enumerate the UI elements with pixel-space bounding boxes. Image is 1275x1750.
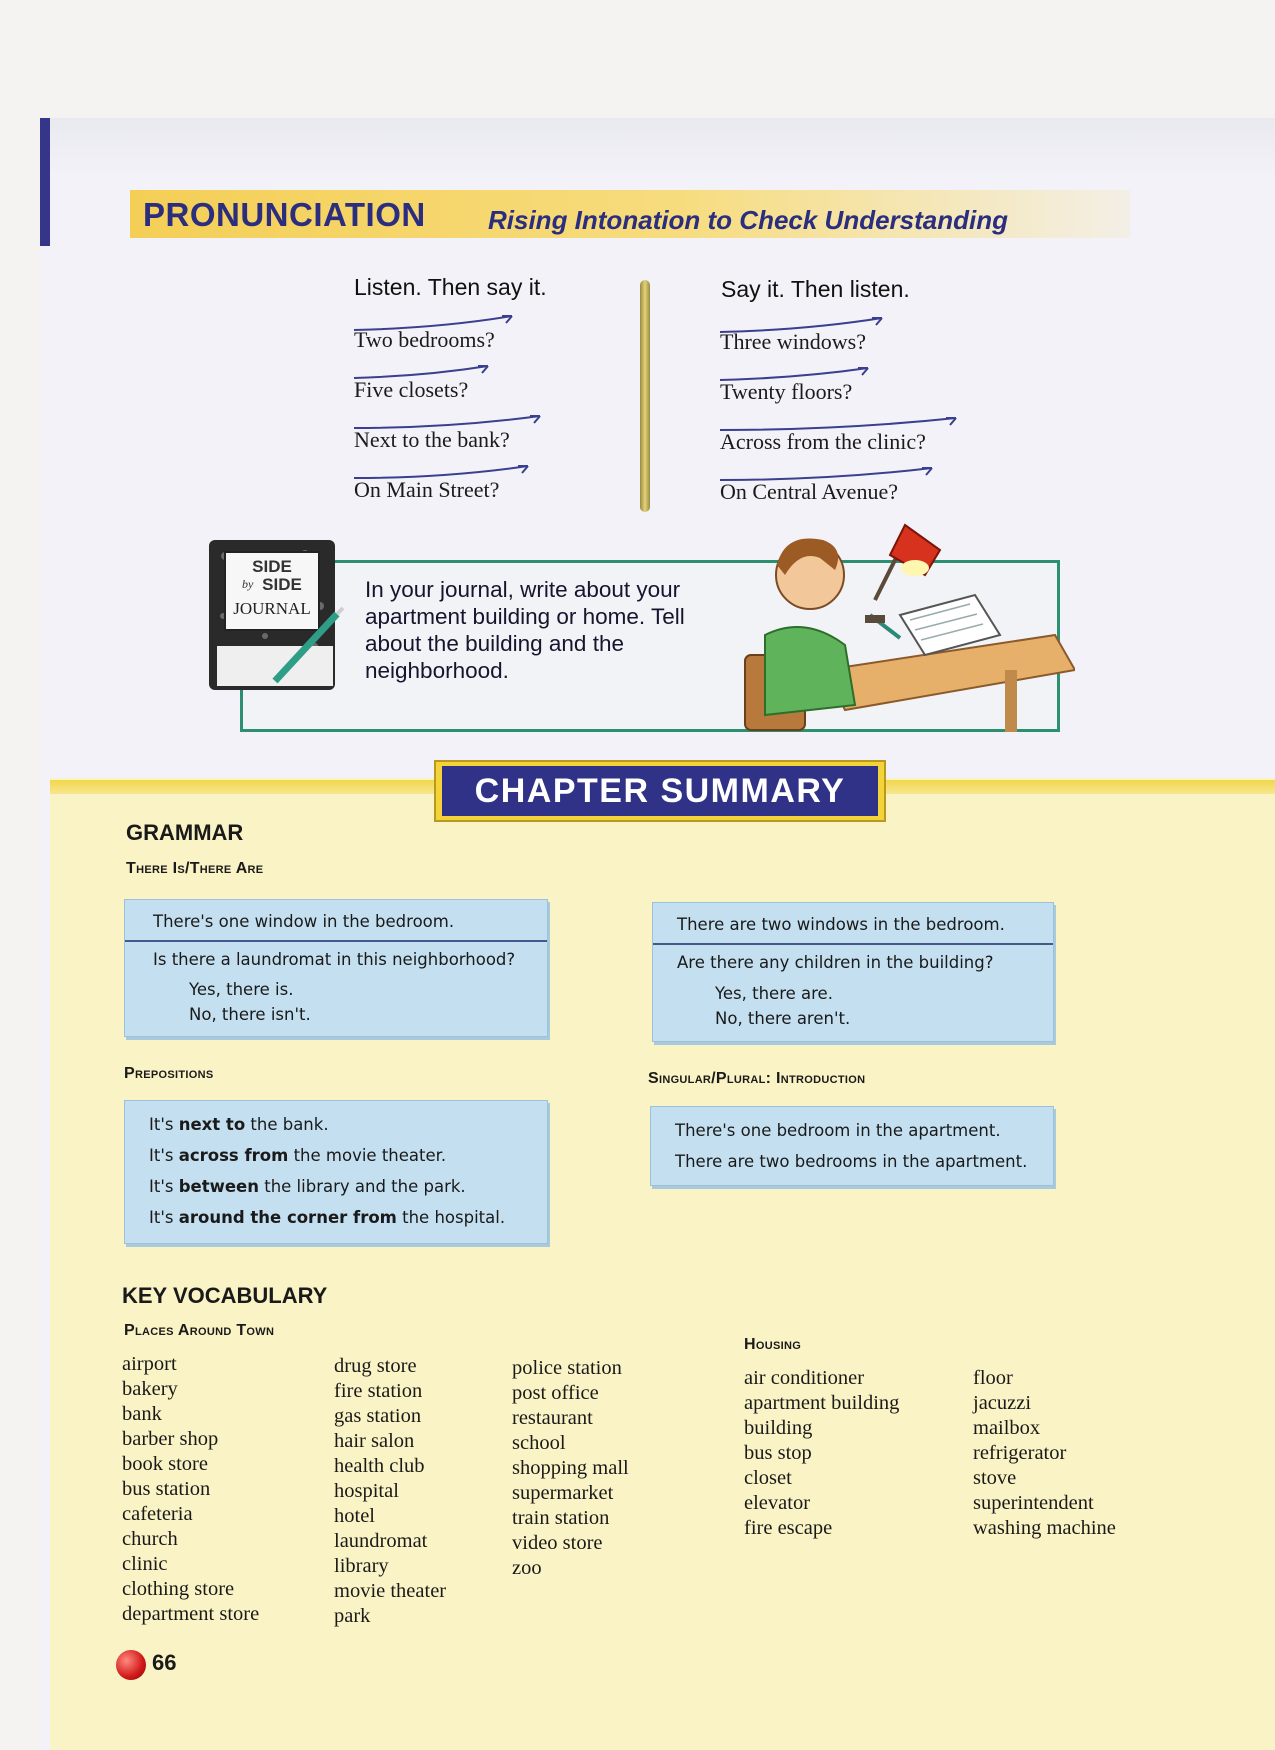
- phrase-left-1: Two bedrooms?: [354, 327, 495, 352]
- journal-book-by: by: [242, 577, 254, 591]
- right-column-heading: Say it. Then listen.: [721, 276, 910, 302]
- vocab-item: park: [334, 1605, 371, 1627]
- vocab-item: mailbox: [973, 1417, 1041, 1439]
- journal-book-journal: JOURNAL: [233, 599, 311, 618]
- vocab-item: cafeteria: [122, 1503, 193, 1525]
- vocab-item: building: [744, 1417, 813, 1439]
- vocab-item: laundromat: [334, 1530, 428, 1552]
- grammar-divider: [125, 940, 547, 942]
- journal-book-title: SIDE: [252, 557, 292, 576]
- phrase-right-2: Twenty floors?: [720, 379, 853, 404]
- vocab-item: gas station: [334, 1405, 422, 1427]
- vocab-item: floor: [973, 1367, 1013, 1389]
- phrase-right-1: Three windows?: [720, 329, 867, 354]
- preposition-line: It's across from the movie theater.: [149, 1146, 447, 1165]
- housing-heading: Housing: [744, 1336, 802, 1353]
- pronunciation-title: PRONUNCIATION: [143, 196, 426, 233]
- grammar-line: There's one window in the bedroom.: [153, 912, 455, 931]
- pronunciation-subtitle: Rising Intonation to Check Understanding: [488, 205, 1008, 235]
- grammar-line: There are two windows in the bedroom.: [677, 915, 1005, 934]
- journal-notebook-illustration: [205, 536, 345, 694]
- vocab-item: department store: [122, 1603, 260, 1625]
- places-column-2: [334, 1354, 446, 1629]
- chapter-summary-title: CHAPTER SUMMARY: [442, 766, 878, 816]
- vocab-item: bus stop: [744, 1442, 812, 1464]
- vocab-item: barber shop: [122, 1428, 219, 1450]
- vocab-item: hospital: [334, 1480, 399, 1502]
- places-column-1: [122, 1352, 259, 1627]
- grammar-line: Yes, there are.: [715, 984, 833, 1003]
- grammar-line: Yes, there is.: [189, 980, 294, 999]
- vocab-item: library: [334, 1555, 389, 1577]
- vocab-item: bakery: [122, 1378, 178, 1400]
- vocab-item: zoo: [512, 1557, 542, 1579]
- vocab-item: fire escape: [744, 1517, 833, 1539]
- vocab-item: bank: [122, 1403, 162, 1425]
- vocab-item: drug store: [334, 1355, 417, 1377]
- vocab-item: video store: [512, 1532, 603, 1554]
- phrase-left-3: Next to the bank?: [354, 427, 510, 452]
- phrase-left-4: On Main Street?: [354, 477, 500, 502]
- left-column-heading: Listen. Then say it.: [354, 274, 547, 300]
- phrase-left-2: Five closets?: [354, 377, 469, 402]
- column-divider: [640, 280, 650, 512]
- places-column-3: [512, 1356, 629, 1581]
- vocab-item: shopping mall: [512, 1457, 629, 1479]
- key-vocabulary-heading: KEY VOCABULARY: [122, 1283, 328, 1308]
- page-number-bullet-icon: [116, 1650, 146, 1680]
- vocab-item: police station: [512, 1357, 622, 1379]
- grammar-heading: GRAMMAR: [126, 820, 244, 845]
- vocab-item: airport: [122, 1353, 177, 1375]
- vocab-item: hair salon: [334, 1430, 415, 1452]
- vocab-item: hotel: [334, 1505, 375, 1527]
- vocab-item: clothing store: [122, 1578, 235, 1600]
- prepositions-heading: Prepositions: [124, 1065, 214, 1082]
- vocab-item: jacuzzi: [973, 1392, 1032, 1414]
- grammar-line: No, there aren't.: [715, 1009, 851, 1028]
- grammar-box-prepositions: [124, 1100, 548, 1244]
- grammar-line: No, there isn't.: [189, 1005, 311, 1024]
- preposition-line: It's next to the bank.: [149, 1115, 329, 1134]
- student-writing-illustration: [725, 520, 1075, 735]
- singular-line: There's one bedroom in the apartment.: [675, 1121, 1001, 1140]
- vocab-item: train station: [512, 1507, 610, 1529]
- vocab-item: post office: [512, 1382, 599, 1404]
- vocab-item: apartment building: [744, 1392, 900, 1414]
- grammar-line: Is there a laundromat in this neighborhood?: [153, 950, 516, 969]
- journal-instruction: In your journal, write about your apartment building or home. Tell about the building and the neighborhood.: [365, 577, 685, 683]
- singular-plural-heading: Singular/Plural: Introduction: [648, 1070, 866, 1087]
- vocab-item: movie theater: [334, 1580, 447, 1602]
- vocab-item: fire station: [334, 1380, 423, 1402]
- page-number: 66: [152, 1650, 177, 1675]
- housing-column-1: [744, 1366, 899, 1541]
- left-margin-rule: [40, 118, 50, 246]
- grammar-line: Are there any children in the building?: [677, 953, 994, 972]
- preposition-line: It's between the library and the park.: [149, 1177, 466, 1196]
- vocab-item: washing machine: [973, 1517, 1116, 1539]
- vocab-item: air conditioner: [744, 1367, 865, 1389]
- page-top-shade: [50, 118, 1275, 178]
- places-heading: Places Around Town: [124, 1322, 275, 1339]
- there-is-heading: There Is/There Are: [126, 860, 264, 877]
- grammar-box-singular-plural: [650, 1106, 1054, 1186]
- phrase-right-4: On Central Avenue?: [720, 479, 898, 504]
- vocab-item: superintendent: [973, 1492, 1094, 1514]
- vocab-item: church: [122, 1528, 178, 1550]
- grammar-box-there-is: [124, 899, 548, 1037]
- journal-book-side: SIDE: [262, 575, 302, 594]
- phrase-right-3: Across from the clinic?: [720, 429, 926, 454]
- vocab-item: stove: [973, 1467, 1017, 1489]
- vocab-item: restaurant: [512, 1407, 593, 1429]
- vocab-item: school: [512, 1432, 566, 1454]
- vocab-item: clinic: [122, 1553, 168, 1575]
- plural-line: There are two bedrooms in the apartment.: [675, 1152, 1028, 1171]
- preposition-line: It's around the corner from the hospital.: [149, 1208, 506, 1227]
- housing-column-2: [973, 1366, 1116, 1541]
- grammar-box-there-are: [652, 902, 1054, 1042]
- vocab-item: book store: [122, 1453, 208, 1475]
- vocab-item: closet: [744, 1467, 792, 1489]
- vocab-item: elevator: [744, 1492, 811, 1514]
- vocab-item: health club: [334, 1455, 425, 1477]
- vocab-item: supermarket: [512, 1482, 614, 1504]
- vocab-item: refrigerator: [973, 1442, 1067, 1464]
- vocab-item: bus station: [122, 1478, 211, 1500]
- grammar-divider: [653, 943, 1053, 945]
